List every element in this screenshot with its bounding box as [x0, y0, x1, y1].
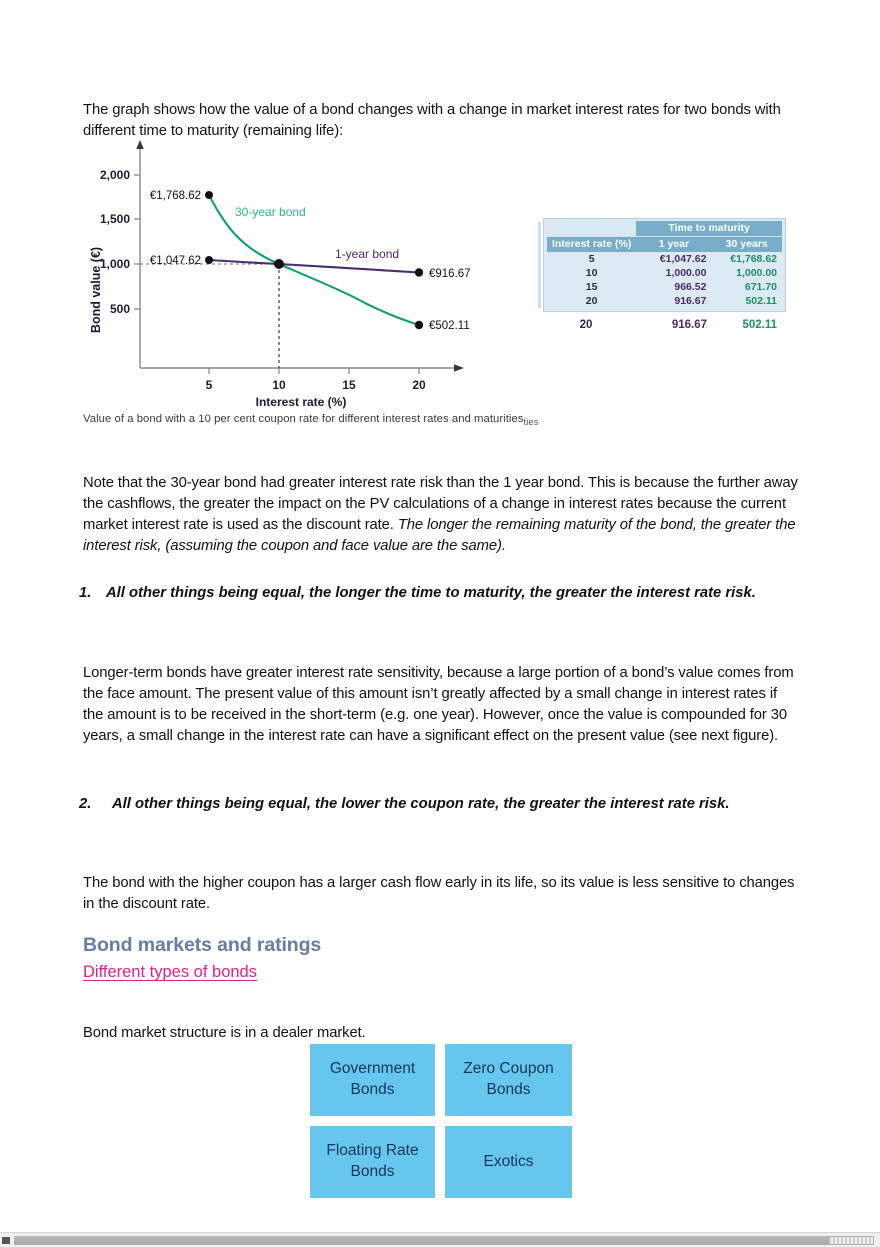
table-group-header: Time to maturity [636, 221, 782, 236]
cell-30-years: 671.70 [711, 280, 782, 294]
cell-1-year: 916.67 [671, 319, 707, 331]
bond-value-chart [83, 140, 483, 410]
bond-types-diagram [310, 1044, 572, 1208]
table-row [547, 266, 782, 280]
svg-text:10: 10 [272, 378, 286, 392]
section-heading: Bond markets and ratings [83, 934, 322, 957]
point-label-30yr-at-20: €502.11 [429, 320, 470, 332]
intro-paragraph: The graph shows how the value of a bond changes with a change in market interest rates for two bonds with different time to maturity (remaining life): [83, 101, 781, 139]
table-side-rule [538, 222, 541, 308]
table-duplicate-row [547, 319, 784, 331]
series-label-1-year-bond: 1-year bond [335, 247, 400, 261]
list-item [79, 794, 791, 815]
sensitivity-paragraph: Longer-term bonds have greater interest rate sensitivity, because a large portion of a bond’s value comes from the face amount. The present value of this amount isn’t greatly affected by a small change in interest rates if the amount is to be received in the short-term (e.g. one year). However, once the value is compounded for 30 years, a small change in the interest rate can have a significant effect on the present value (see next figure). [83, 664, 794, 745]
note-paragraph-plain: Note that the 30-year bond had greater interest rate risk than the 1 year bond. This is because the further away the cashflows, the greater the impact on the PV calculations of a change in interest rates because the current market interest rate is used as the discount rate. [83, 474, 798, 534]
cell-1-year: 916.67 [636, 294, 711, 308]
table-header-blank [547, 221, 636, 236]
cell-interest-rate: 20 [547, 294, 636, 308]
dealer-market-paragraph: Bond market structure is in a dealer market. [83, 1024, 366, 1041]
list-item-label: All other things being equal, the lower the coupon rate, the greater the interest rate risk. [112, 796, 730, 812]
cell-30-years: €1,768.62 [711, 252, 782, 266]
chart-reference-lines [140, 264, 279, 368]
bond-box-row [310, 1044, 572, 1116]
chart-x-tick-labels [206, 378, 426, 392]
different-types-of-bonds-link[interactable]: Different types of bonds [83, 963, 257, 981]
coupon-paragraph: The bond with the higher coupon has a larger cash flow early in its life, so its value is less sensitive to changes in the discount rate. [83, 874, 795, 912]
table-body [547, 252, 782, 308]
table-row [547, 280, 782, 294]
figure-caption-artifact: ties [523, 417, 539, 428]
series-label-30-year-bond: 30-year bond [235, 205, 306, 219]
svg-text:20: 20 [412, 378, 426, 392]
svg-text:1,500: 1,500 [99, 212, 130, 226]
cell-interest-rate: 10 [547, 266, 636, 280]
bond-value-figure [83, 140, 798, 430]
cell-30-years: 1,000.00 [711, 266, 782, 280]
svg-text:500: 500 [109, 302, 130, 316]
svg-text:5: 5 [205, 378, 213, 392]
bond-box-row [310, 1126, 572, 1198]
table-header-30-years: 30 years [711, 236, 782, 252]
svg-text:15: 15 [342, 378, 356, 392]
point-label-1yr-at-5: €1,047.62 [149, 255, 201, 267]
cell-interest-rate: 20 [579, 319, 593, 331]
point-label-1yr-at-20: €916.67 [429, 268, 471, 280]
svg-text:1,000: 1,000 [99, 257, 130, 271]
list-item-label: All other things being equal, the longer the time to maturity, the greater the interest rate risk. [106, 585, 756, 601]
scrollbar-thumb[interactable] [828, 1236, 874, 1245]
time-to-maturity-table [543, 218, 786, 331]
series-1-year-bond-curve [209, 260, 419, 273]
table-row [547, 252, 782, 266]
svg-text:2,000: 2,000 [99, 168, 130, 182]
list-item-number: 2. [79, 796, 92, 812]
figure-caption [83, 413, 539, 428]
cell-1-year: 1,000.00 [636, 266, 711, 280]
scroll-left-arrow-icon[interactable] [2, 1237, 10, 1244]
cell-30-years: 502.11 [711, 294, 782, 308]
point-label-30yr-at-5: €1,768.62 [149, 190, 201, 202]
chart-ylabel: Bond value (€) [89, 246, 103, 334]
chart-y-tick-labels [100, 168, 130, 316]
chart-xlabel: Interest rate (%) [255, 395, 347, 409]
figure-caption-text: Value of a bond with a 10 per cent coupon rate for different interest rates and maturities [83, 413, 524, 425]
table-row [547, 294, 782, 308]
bond-box-government-bonds[interactable]: Government Bonds [310, 1044, 435, 1116]
list-item [79, 583, 779, 604]
cell-interest-rate: 5 [547, 252, 636, 266]
list-item-number: 1. [79, 585, 92, 601]
cell-1-year: 966.52 [636, 280, 711, 294]
chart-y-ticks [134, 175, 140, 309]
table-column-header-row [547, 236, 782, 252]
cell-1-year: €1,047.62 [636, 252, 711, 266]
table-group-header-row [547, 221, 782, 236]
horizontal-scrollbar[interactable] [0, 1232, 880, 1247]
table-header-1-year: 1 year [636, 236, 711, 252]
scrollbar-track[interactable] [14, 1236, 866, 1245]
note-paragraph [83, 473, 799, 558]
bond-box-exotics[interactable]: Exotics [445, 1126, 572, 1198]
cell-30-years: 502.11 [742, 319, 777, 331]
cell-interest-rate: 15 [547, 280, 636, 294]
chart-x-ticks [209, 368, 419, 374]
note-paragraph-italic: The longer the remaining maturity of the bond, the greater the interest risk, (assuming the coupon and face value are the same). [83, 517, 796, 555]
bond-box-zero-coupon-bonds[interactable]: Zero Coupon Bonds [445, 1044, 572, 1116]
table-header-interest-rate: Interest rate (%) [547, 236, 636, 252]
bond-box-floating-rate-bonds[interactable]: Floating Rate Bonds [310, 1126, 435, 1198]
